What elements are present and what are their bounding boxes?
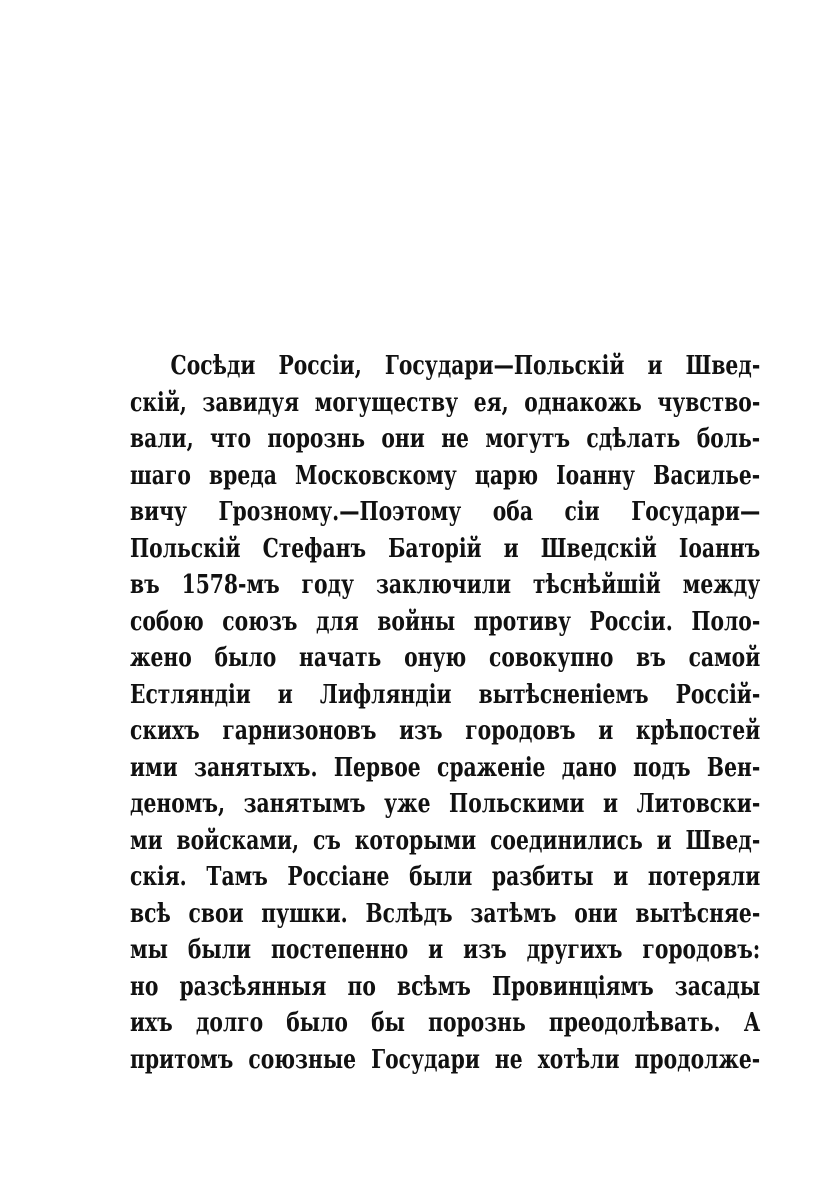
text-line: собою союзъ для войны противу Россіи. Поло- (130, 606, 761, 637)
text-line: ми войсками, съ которыми соединились и Швед- (130, 825, 761, 856)
paragraph (130, 348, 760, 1078)
text-line: ихъ долго было бы порознь преодолѣвать. А (130, 1008, 761, 1038)
text-line: деномъ, занятымъ уже Польскими и Литовски- (130, 789, 761, 819)
text-line: вали, что порознь они не могутъ сдѣлать боль- (130, 424, 761, 454)
text-line: всѣ свои пушки. Вслѣдъ затѣмъ они вытѣсняе- (130, 898, 761, 929)
text-line: жено было начать оную совокупно въ самой (130, 643, 761, 673)
text-line: Естляндіи и Лифляндіи вытѣсненіемъ Россій- (130, 679, 761, 710)
text-line: скій, завидуя могуществу ея, однакожь чувство- (130, 387, 761, 418)
text-line: скихъ гарнизоновъ изъ городовъ и крѣпостей (130, 716, 761, 746)
text-line: шаго вреда Московскому царю Іоанну Василье- (130, 460, 761, 491)
text-line: вичу Грозному.—Поэтому оба сіи Государи— (130, 497, 761, 527)
text-line: но разсѣянныя по всѣмъ Провинціямъ засады (130, 971, 761, 1002)
text-line: Польскій Стефанъ Баторій и Шведскій Іоаннъ (130, 533, 761, 564)
text-line: мы были постепенно и изъ другихъ городовъ: (130, 935, 761, 965)
text-line: притомъ союзные Государи не хотѣли продолже- (130, 1044, 761, 1075)
text-line: Сосѣди Россіи, Государи—Польскій и Швед- (170, 351, 761, 381)
text-line: въ 1578-мъ году заключили тѣснѣйшій между (130, 570, 761, 600)
text-line: скія. Тамъ Россіане были разбиты и потеряли (130, 862, 761, 892)
text-line: ими занятыхъ. Первое сраженіе дано подъ Вен- (130, 752, 761, 783)
